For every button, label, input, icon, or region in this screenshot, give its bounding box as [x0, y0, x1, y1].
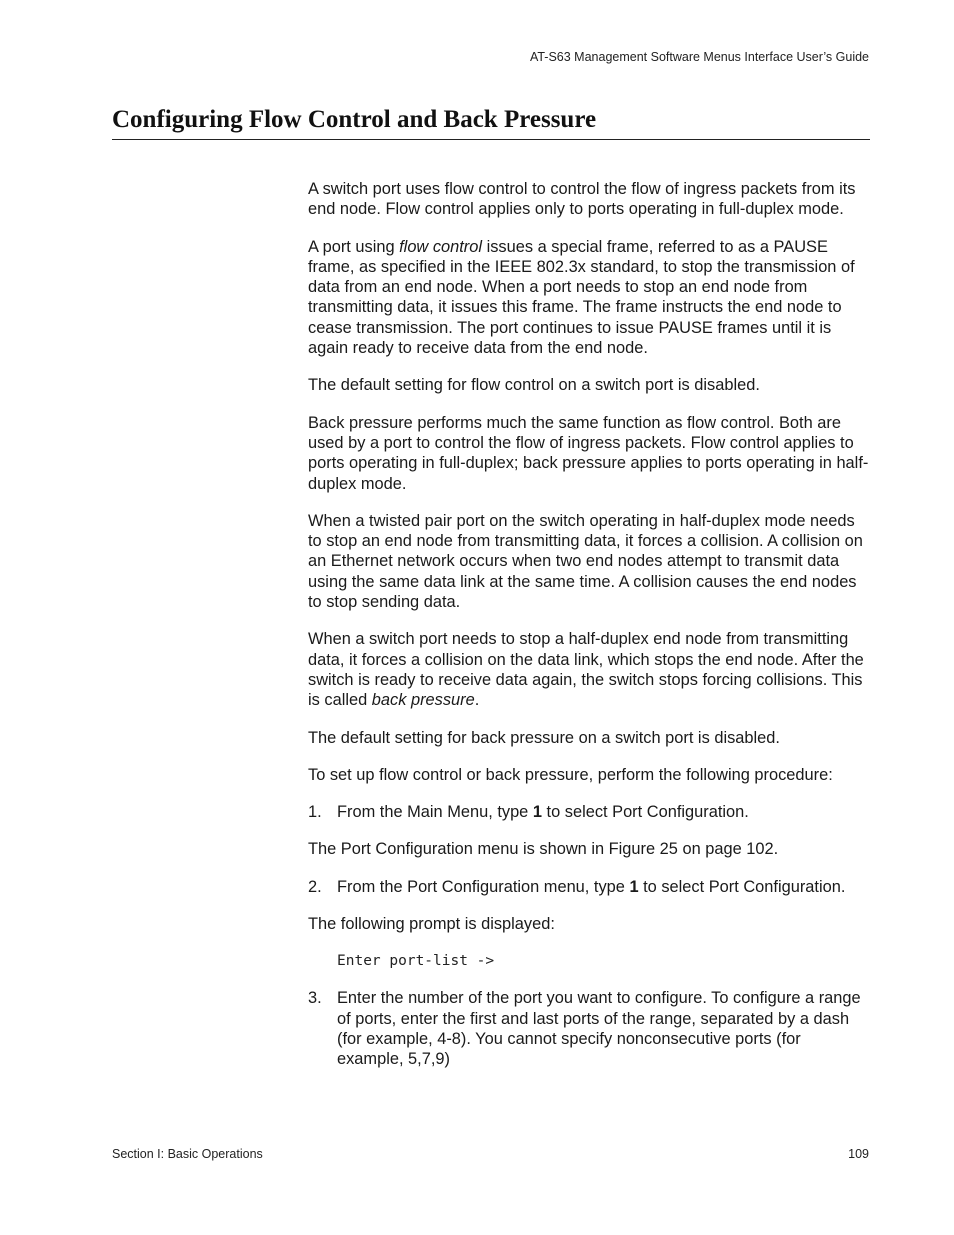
step-1-note: The Port Configuration menu is shown in Figure 25 on page 102.	[308, 840, 779, 859]
term-back-pressure: back pressure	[371, 691, 475, 710]
paragraph-flow-control-intro: A switch port uses flow control to control the flow of ingress packets from its end node. Flow control applies only to ports operating in full-duplex mode.	[308, 180, 856, 219]
footer-section: Section I: Basic Operations	[112, 1147, 263, 1161]
page-number: 109	[848, 1147, 869, 1161]
paragraph-back-pressure-intro: Back pressure performs much the same function as flow control. Both are used by a port to control the flow of ingress packets. Flow control applies to ports operating in full-duplex; back pressure applies to ports operating in half-duplex mode.	[308, 413, 869, 493]
title-divider	[112, 139, 870, 140]
paragraph-back-pressure-definition: When a switch port needs to stop a half-duplex end node from transmitting data, it forces a collision on the data link, which stops the end node. After the switch is ready to receive data again, the switch stops forcing collisions. This is called back pressure.	[308, 630, 864, 710]
section-title: Configuring Flow Control and Back Pressure	[112, 106, 597, 133]
procedure-step-3: 3. Enter the number of the port you want to configure. To configure a range of ports, enter the first and last ports of the range, separated by a dash (for example, 4-8). You cannot specify nonconsecutive ports (for example, 5,7,9)	[308, 989, 861, 1069]
procedure-step-1: 1. From the Main Menu, type 1 to select Port Configuration.	[308, 803, 749, 822]
running-header: AT-S63 Management Software Menus Interface User’s Guide	[529, 50, 869, 64]
step-number: 1.	[308, 803, 322, 822]
step-number: 2.	[308, 877, 322, 896]
command-prompt: Enter port-list ->	[337, 953, 495, 970]
step-2-note: The following prompt is displayed:	[308, 915, 555, 934]
paragraph-back-pressure-default: The default setting for back pressure on a switch port is disabled.	[308, 728, 780, 747]
step-key: 1	[629, 877, 639, 896]
paragraph-flow-control-default: The default setting for flow control on a switch port is disabled.	[308, 376, 760, 395]
paragraph-procedure-intro: To set up flow control or back pressure, perform the following procedure:	[308, 765, 833, 784]
body-content	[308, 179, 870, 1087]
term-flow-control: flow control	[399, 237, 483, 256]
step-key: 1	[532, 803, 542, 822]
procedure-step-2: 2. From the Port Configuration menu, type 1 to select Port Configuration.	[308, 877, 846, 896]
paragraph-pause-frame: A port using flow control issues a special frame, referred to as a PAUSE frame, as specified in the IEEE 802.3x standard, to stop the transmission of data from an end node. When a port needs to stop an end node from transmitting data, it issues this frame. The frame instructs the end node to cease transmission. The port continues to issue PAUSE frames until it is again ready to receive data from the end node.	[308, 237, 855, 358]
step-number: 3.	[308, 989, 322, 1008]
paragraph-collision: When a twisted pair port on the switch operating in half-duplex mode needs to stop an end node from transmitting data, it forces a collision. A collision on an Ethernet network occurs when two end nodes attempt to transmit data using the same data link at the same time. A collision causes the end nodes to stop sending data.	[308, 511, 863, 612]
